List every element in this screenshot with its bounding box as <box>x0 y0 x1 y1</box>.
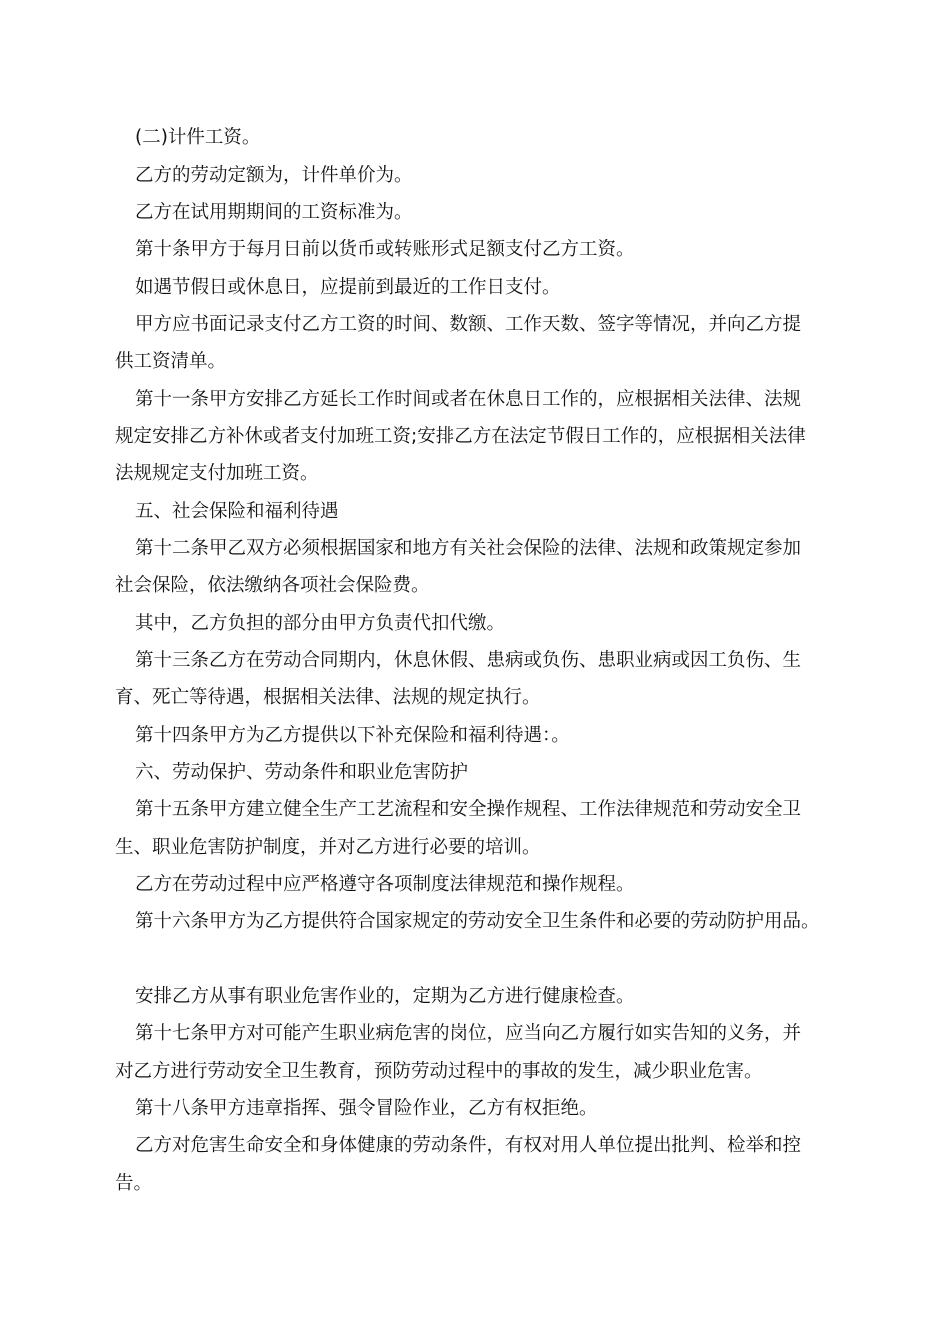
text-line: 第十二条甲乙双方必须根据国家和地方有关社会保险的法律、法规和政策规定参加 <box>135 538 802 559</box>
text-line: 第十六条甲方为乙方提供符合国家规定的劳动安全卫生条件和必要的劳动防护用品。 <box>135 911 820 932</box>
text-line: (二)计件工资。 <box>135 127 261 148</box>
text-line: 社会保险，依法缴纳各项社会保险费。 <box>115 575 430 596</box>
text-line: 第十七条甲方对可能产生职业病危害的岗位，应当向乙方履行如实告知的义务，并 <box>135 1023 802 1044</box>
text-line: 育、死亡等待遇，根据相关法律、法规的规定执行。 <box>115 687 541 708</box>
text-line: 生、职业危害防护制度，并对乙方进行必要的培训。 <box>115 837 541 858</box>
text-line: 安排乙方从事有职业危害作业的，定期为乙方进行健康检查。 <box>135 986 635 1007</box>
text-line: 第十三条乙方在劳动合同期内，休息休假、患病或负伤、患职业病或因工负伤、生 <box>135 650 802 671</box>
text-line: 供工资清单。 <box>115 351 227 372</box>
text-line: 乙方对危害生命安全和身体健康的劳动条件，有权对用人单位提出批判、检举和控 <box>135 1135 802 1156</box>
text-line: 乙方在劳动过程中应严格遵守各项制度法律规范和操作规程。 <box>135 874 635 895</box>
text-line: 甲方应书面记录支付乙方工资的时间、数额、工作天数、签字等情况，并向乙方提 <box>135 314 802 335</box>
section-heading: 六、劳动保护、劳动条件和职业危害防护 <box>135 762 469 783</box>
text-line: 第十八条甲方违章指挥、强令冒险作业，乙方有权拒绝。 <box>135 1098 598 1119</box>
text-line: 其中，乙方负担的部分由甲方负责代扣代缴。 <box>135 613 506 634</box>
text-line: 乙方的劳动定额为，计件单价为。 <box>135 165 413 186</box>
text-line: 规定安排乙方补休或者支付加班工资;安排乙方在法定节假日工作的，应根据相关法律 <box>115 426 806 447</box>
text-line: 告。 <box>115 1173 153 1194</box>
section-heading: 五、社会保险和福利待遇 <box>135 501 339 522</box>
text-line: 第十一条甲方安排乙方延长工作时间或者在休息日工作的，应根据相关法律、法规 <box>135 389 802 410</box>
text-line: 第十五条甲方建立健全生产工艺流程和安全操作规程、工作法律规范和劳动安全卫 <box>135 799 802 820</box>
text-line: 乙方在试用期期间的工资标准为。 <box>135 202 413 223</box>
text-line: 如遇节假日或休息日，应提前到最近的工作日支付。 <box>135 277 561 298</box>
text-line: 第十四条甲方为乙方提供以下补充保险和福利待遇：。 <box>135 725 570 746</box>
text-line: 法规规定支付加班工资。 <box>115 463 319 484</box>
text-line: 第十条甲方于每月日前以货币或转账形式足额支付乙方工资。 <box>135 239 635 260</box>
text-line: 对乙方进行劳动安全卫生教育，预防劳动过程中的事故的发生，减少职业危害。 <box>115 1061 763 1082</box>
